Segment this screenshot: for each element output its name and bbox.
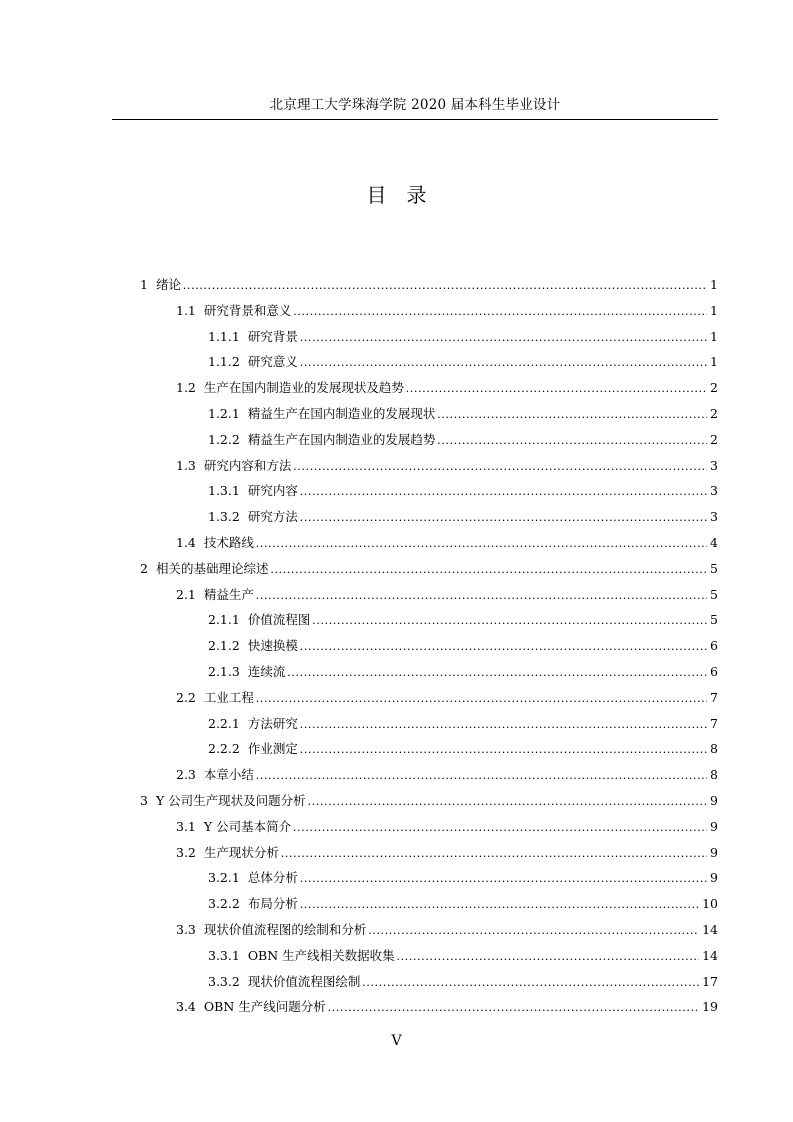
toc-entry-page: 9 — [710, 844, 718, 860]
toc-title: 目录 — [366, 183, 447, 207]
toc-leader-dots — [281, 843, 707, 863]
toc-entry-page: 7 — [710, 715, 718, 731]
toc-entry-page: 2 — [710, 431, 718, 447]
toc-entry[interactable] — [176, 301, 718, 321]
toc-entry-page: 1 — [710, 354, 718, 370]
header-rule — [112, 119, 718, 120]
toc-entry-page: 3 — [710, 509, 718, 525]
toc-entry-number: 3.3.1 — [208, 947, 240, 963]
toc-entry[interactable] — [176, 765, 718, 785]
toc-entry[interactable] — [176, 817, 718, 837]
toc-entry[interactable] — [140, 791, 718, 811]
toc-leader-dots — [256, 533, 707, 553]
toc-entry-title: 精益生产 — [203, 586, 254, 602]
toc-entry-number: 2.2.1 — [208, 715, 240, 731]
toc-entry-title: 本章小结 — [203, 767, 254, 783]
toc-entry-number: 1.2.1 — [208, 406, 240, 421]
toc-leader-dots — [397, 946, 699, 966]
toc-entry-number: 3.4 — [176, 999, 196, 1015]
toc-leader-dots — [368, 920, 699, 940]
toc-entry-number: 1.3.1 — [208, 483, 240, 499]
toc-entry-page: 5 — [710, 560, 718, 576]
toc-leader-dots — [437, 404, 707, 424]
toc-entry-number: 3.2.1 — [208, 870, 240, 886]
toc-leader-dots — [293, 817, 707, 837]
toc-entry[interactable] — [208, 327, 718, 347]
toc-entry[interactable] — [176, 688, 718, 708]
toc-entry-title: 绪论 — [155, 277, 181, 292]
toc-entry-title: 价值流程图 — [247, 612, 311, 628]
toc-entry[interactable] — [208, 430, 718, 450]
toc-entry[interactable] — [208, 481, 718, 501]
toc-entry-title: 工业工程 — [203, 689, 254, 705]
toc-entry[interactable] — [208, 894, 718, 914]
toc-entry-number: 1.1.1 — [208, 328, 240, 344]
toc-entry-page: 8 — [710, 741, 718, 757]
toc-entry-number: 1.4 — [176, 535, 196, 550]
toc-entry-page: 9 — [710, 793, 718, 808]
toc-entry-page: 1 — [710, 328, 718, 344]
toc-entry[interactable] — [140, 559, 718, 579]
toc-leader-dots — [328, 997, 699, 1017]
toc-entry-number: 2.1.1 — [208, 612, 240, 628]
toc-entry[interactable] — [208, 946, 718, 966]
toc-entry-page: 9 — [710, 818, 718, 834]
toc-leader-dots — [300, 327, 707, 347]
toc-entry-title: Y 公司生产现状及问题分析 — [155, 793, 306, 808]
toc-leader-dots — [287, 662, 707, 682]
toc-entry[interactable] — [176, 533, 718, 553]
toc-leader-dots — [300, 714, 707, 734]
toc-entry-number: 3.3.2 — [208, 973, 240, 989]
toc-entry-title: 总体分析 — [247, 870, 298, 886]
toc-entry-number: 2.1.3 — [208, 664, 240, 679]
toc-entry[interactable] — [176, 843, 718, 863]
toc-entry-title: 技术路线 — [203, 535, 254, 550]
toc-entry-page: 8 — [710, 767, 718, 783]
toc-entry-page: 3 — [710, 483, 718, 499]
toc-entry-title: 研究内容 — [247, 483, 298, 499]
toc-entry-number: 3.2.2 — [208, 896, 240, 912]
toc-entry-title: 研究内容和方法 — [203, 457, 292, 473]
toc-entry-title: 作业测定 — [247, 741, 298, 757]
toc-entry-number: 2 — [140, 560, 148, 576]
toc-entry-number: 1.2 — [176, 380, 196, 396]
toc-entry-page: 4 — [710, 535, 718, 550]
toc-entry-number: 2.1 — [176, 586, 196, 602]
toc-entry-title: 精益生产在国内制造业的发展现状 — [247, 406, 436, 421]
toc-entry[interactable] — [176, 585, 718, 605]
toc-entry[interactable] — [208, 507, 718, 527]
toc-entry-page: 1 — [710, 302, 718, 318]
toc-entry-title: 研究背景 — [247, 328, 298, 344]
toc-leader-dots — [300, 868, 707, 888]
toc-entry-page: 14 — [702, 922, 718, 937]
toc-entry[interactable] — [176, 997, 718, 1017]
toc-entry-number: 1.1 — [176, 302, 196, 318]
toc-entry-number: 3.3 — [176, 922, 196, 937]
toc-leader-dots — [293, 301, 707, 321]
toc-entry-number: 1.3 — [176, 457, 196, 473]
toc-leader-dots — [270, 559, 707, 579]
toc-entry[interactable] — [208, 636, 718, 656]
toc-entry-title: 研究背景和意义 — [203, 302, 292, 318]
toc-entry-number: 2.2.2 — [208, 741, 240, 757]
toc-entry-number: 3.1 — [176, 818, 196, 834]
toc-entry-title: 现状价值流程图的绘制和分析 — [203, 922, 367, 937]
toc-leader-dots — [183, 275, 707, 295]
toc-entry-number: 2.3 — [176, 767, 196, 783]
toc-entry[interactable] — [208, 352, 718, 372]
toc-entry-number: 3.2 — [176, 844, 196, 860]
toc-entry[interactable] — [208, 662, 718, 682]
toc-entry[interactable] — [176, 920, 718, 940]
toc-entry-title: 生产现状分析 — [203, 844, 279, 860]
toc-entry-title: 相关的基础理论综述 — [155, 560, 269, 576]
toc-entry-title: OBN 生产线相关数据收集 — [247, 947, 395, 963]
toc-entry-page: 7 — [710, 689, 718, 705]
toc-leader-dots — [256, 765, 707, 785]
toc-entry-page: 1 — [710, 277, 718, 292]
page-header: 北京理工大学珠海学院 2020 届本科生毕业设计 — [269, 97, 561, 113]
toc-leader-dots — [308, 791, 707, 811]
toc-entry-number: 1.3.2 — [208, 509, 240, 525]
toc-entry-title: OBN 生产线问题分析 — [203, 999, 326, 1015]
toc-leader-dots — [312, 610, 707, 630]
toc-leader-dots — [300, 507, 707, 527]
toc-leader-dots — [300, 352, 707, 372]
toc-entry[interactable] — [140, 275, 718, 295]
toc-entry-title: 连续流 — [247, 664, 286, 679]
toc-entry-page: 19 — [702, 999, 718, 1015]
toc-leader-dots — [256, 688, 707, 708]
toc-leader-dots — [300, 481, 707, 501]
toc-entry-title: Y 公司基本简介 — [203, 818, 292, 834]
toc-leader-dots — [300, 894, 699, 914]
toc-entry[interactable] — [208, 610, 718, 630]
toc-entry-number: 1.1.2 — [208, 354, 240, 370]
toc-entry-title: 生产在国内制造业的发展现状及趋势 — [203, 380, 404, 396]
toc-entry-page: 2 — [710, 406, 718, 421]
toc-entry-number: 1.2.2 — [208, 431, 240, 447]
toc-entry-title: 研究方法 — [247, 509, 298, 525]
toc-entry-number: 2.1.2 — [208, 638, 240, 654]
toc-entry-page: 9 — [710, 870, 718, 886]
toc-entry-number: 2.2 — [176, 689, 196, 705]
toc-entry[interactable] — [208, 868, 718, 888]
toc-entry[interactable] — [208, 972, 718, 992]
toc-entry-title: 精益生产在国内制造业的发展趋势 — [247, 431, 436, 447]
toc-entry[interactable] — [176, 378, 718, 398]
toc-leader-dots — [406, 378, 707, 398]
toc-entry-page: 17 — [702, 973, 718, 989]
toc-entry-page: 6 — [710, 638, 718, 654]
toc-entry-page: 3 — [710, 457, 718, 473]
toc-entry-page: 10 — [702, 896, 718, 912]
toc-entry[interactable] — [208, 404, 718, 424]
toc-entry-page: 5 — [710, 586, 718, 602]
toc-leader-dots — [256, 585, 707, 605]
toc-entry-title: 布局分析 — [247, 896, 298, 912]
toc-leader-dots — [300, 636, 707, 656]
toc-entry[interactable] — [208, 739, 718, 759]
toc-entry-number: 1 — [140, 277, 148, 292]
toc-entry-page: 14 — [702, 947, 718, 963]
toc-entry-page: 6 — [710, 664, 718, 679]
page-number: V — [391, 1033, 402, 1049]
toc-leader-dots — [437, 430, 707, 450]
toc-entry-title: 现状价值流程图绘制 — [247, 973, 361, 989]
toc-leader-dots — [300, 739, 707, 759]
toc-entry[interactable] — [176, 456, 718, 476]
toc-entry-title: 研究意义 — [247, 354, 298, 370]
toc-entry-title: 快速换模 — [247, 638, 298, 654]
toc-entry-page: 5 — [710, 612, 718, 628]
toc-entry-number: 3 — [140, 793, 148, 808]
toc-leader-dots — [293, 456, 707, 476]
toc-leader-dots — [362, 972, 699, 992]
toc-entry-title: 方法研究 — [247, 715, 298, 731]
toc-entry-page: 2 — [710, 380, 718, 396]
toc-entry[interactable] — [208, 714, 718, 734]
